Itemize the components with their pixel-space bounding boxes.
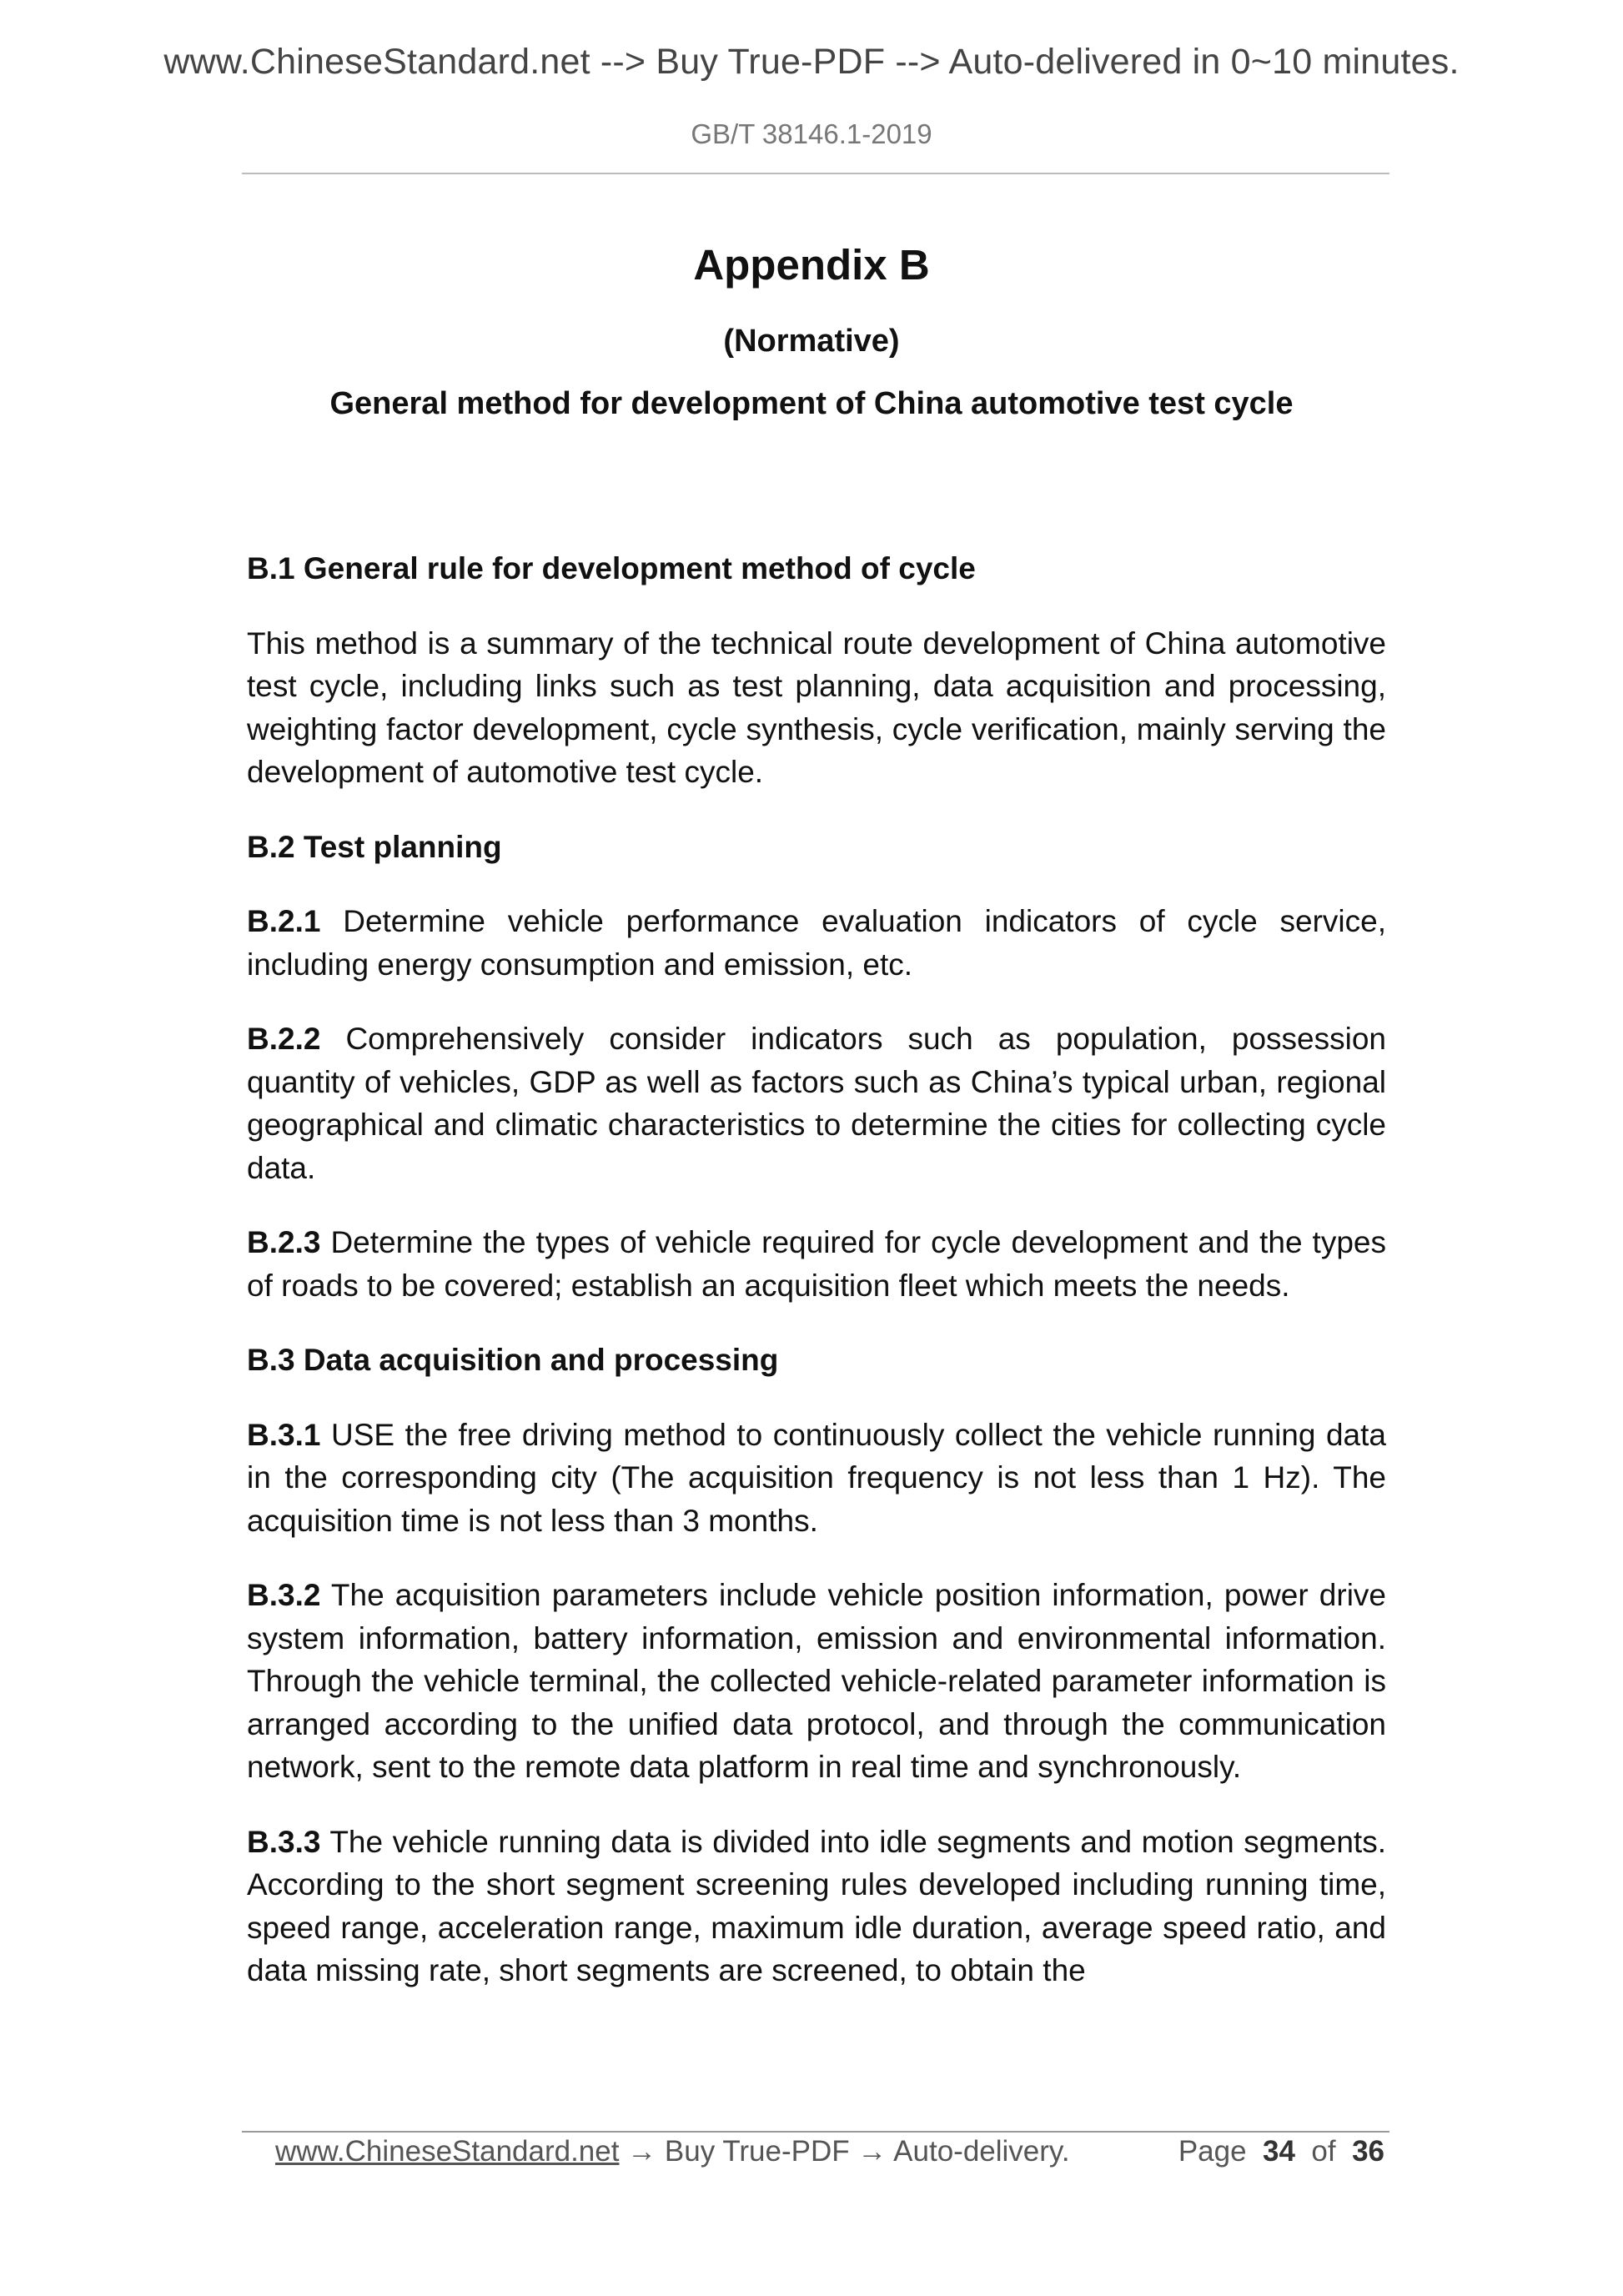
footer-divider: [242, 2131, 1389, 2133]
clause-number: B.3.2: [247, 1578, 321, 1612]
clause-b3-2: [247, 1574, 1386, 1789]
section-heading-b2: B.2 Test planning: [247, 829, 502, 864]
clause-b2-3: [247, 1221, 1386, 1307]
appendix-title: Appendix B: [693, 241, 930, 289]
clause-text: The acquisition parameters include vehicle position information, power drive system information, battery information, emission and environmental information. Through the vehicle terminal, the collected vehicle-related parameter information is arranged according to the unified data protocol, and through the communication network, sent to the remote data platform in real time and synchronously.: [247, 1578, 1386, 1784]
appendix-type: (Normative): [723, 324, 900, 359]
clause-number: B.3.3: [247, 1824, 321, 1859]
clause-number: B.2.3: [247, 1225, 321, 1259]
clause-number: B.2.1: [247, 904, 321, 938]
standard-code: GB/T 38146.1-2019: [691, 118, 932, 149]
page-total: 36: [1352, 2135, 1384, 2168]
clause-text: USE the free driving method to continuously collect the vehicle running data in the corresponding city (The acquisition frequency is not less than 1 Hz). The acquisition time is not less than 3 months.: [247, 1417, 1386, 1538]
clause-number: B.3.1: [247, 1417, 321, 1452]
clause-text: Comprehensively consider indicators such as population, possession quantity of vehicles, GDP as well as factors such as China’s typical urban, regional geographical and climatic characteristics to determine the cities for collecting cycle data.: [247, 1022, 1386, 1185]
page-label: Page: [1178, 2135, 1247, 2168]
clause-b2-1: [247, 900, 1386, 986]
footer-site-link[interactable]: www.ChineseStandard.net: [275, 2135, 620, 2168]
section-paragraph-b1: This method is a summary of the technical route development of China automotive test cycle, including links such as test planning, data acquisition and processing, weighting factor development, cycle synthesis, cycle verification, mainly serving the development of automotive test cycle.: [247, 625, 1386, 789]
section-heading-b3: B.3 Data acquisition and processing: [247, 1343, 779, 1377]
footer-promo: [275, 2135, 1070, 2168]
appendix-description: General method for development of China automotive test cycle: [329, 386, 1294, 421]
page-current: 34: [1263, 2135, 1295, 2168]
page-number: [1178, 2135, 1384, 2168]
clause-b2-2: [247, 1017, 1386, 1189]
clause-text: Determine the types of vehicle required for cycle development and the types of roads to be covered; establish an acquisition fleet which meets the needs.: [247, 1225, 1386, 1303]
section-heading-b1: B.1 General rule for development method of cycle: [247, 551, 976, 585]
clause-text: Determine vehicle performance evaluation indicators of cycle service, including energy consumption and emission, etc.: [247, 904, 1386, 982]
clause-text: The vehicle running data is divided into idle segments and motion segments. According to the short segment screening rules developed including running time, speed range, acceleration range, maximum idle duration, average speed ratio, and data missing rate, short segments are screened, to obtain the: [247, 1824, 1386, 1987]
page-of: of: [1311, 2135, 1336, 2168]
header-divider: [242, 173, 1389, 174]
clause-number: B.2.2: [247, 1022, 321, 1056]
site-banner: www.ChineseStandard.net --> Buy True-PDF --> Auto-delivered in 0~10 minutes.: [163, 42, 1460, 82]
document-body: [247, 547, 1386, 2024]
clause-b3-1: [247, 1414, 1386, 1543]
footer-promo-text: → Buy True-PDF → Auto-delivery.: [619, 2135, 1070, 2168]
clause-b3-3: [247, 1821, 1386, 1992]
